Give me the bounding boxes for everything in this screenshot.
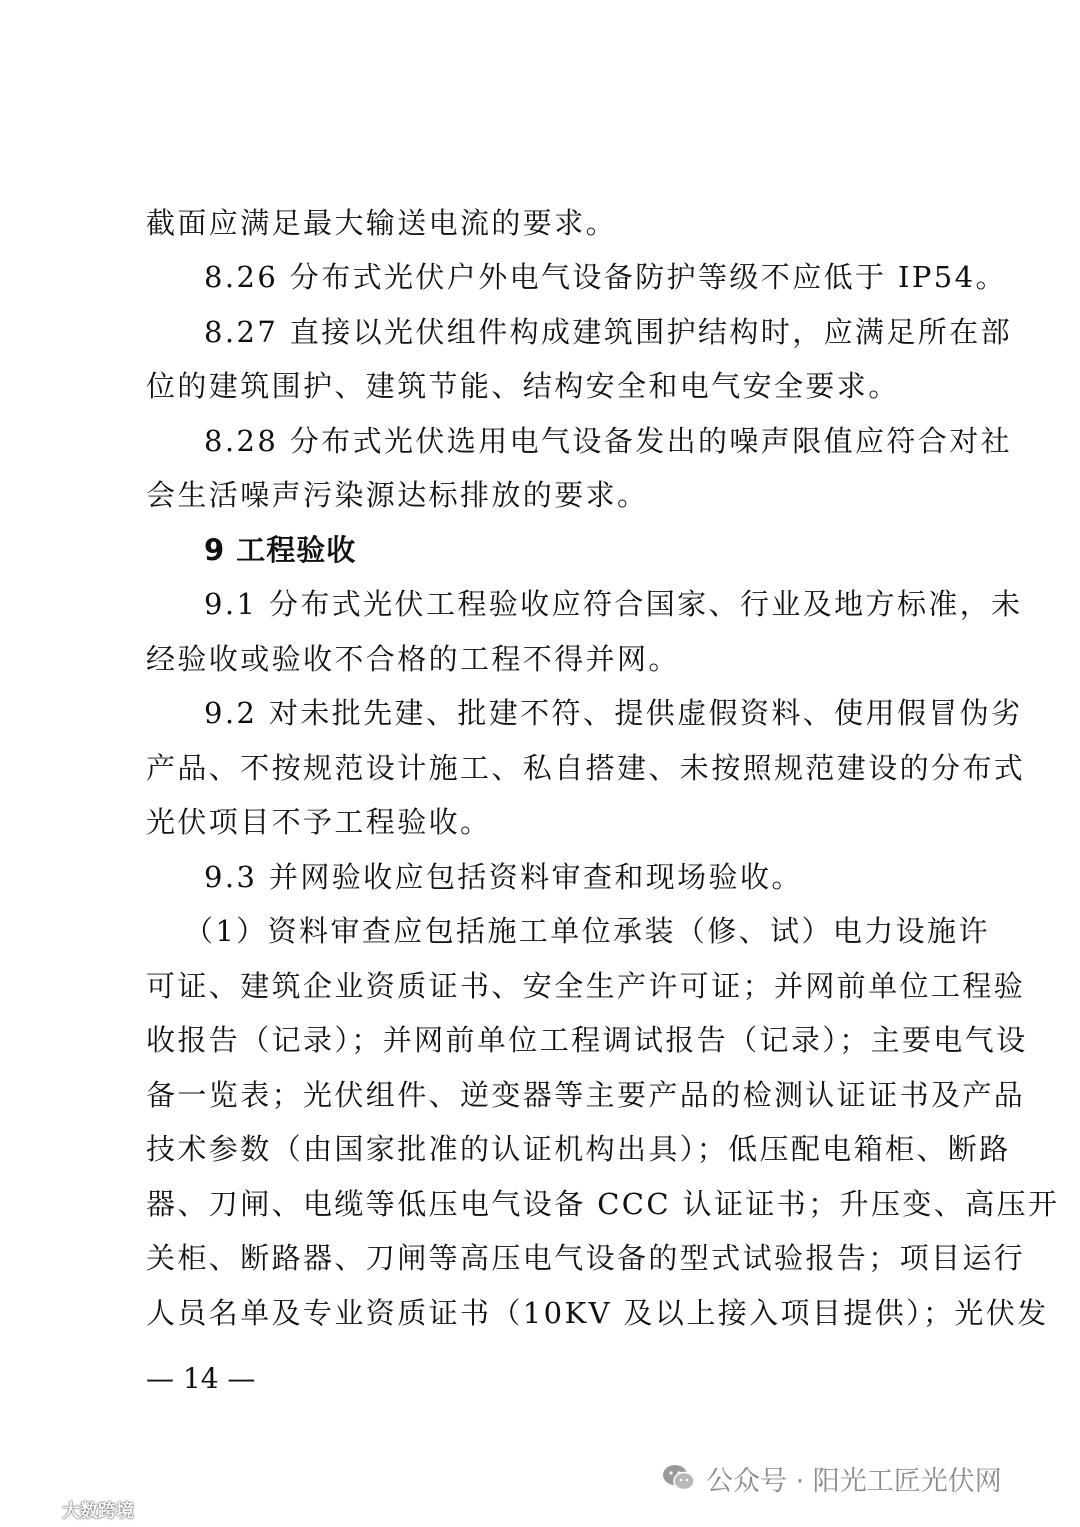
watermark-brand-text: 大数跨境 [62,1501,134,1522]
paragraph-line: 可证、建筑企业资质证书、安全生产许可证；并网前单位工程验 [146,969,1026,1003]
paragraph-line: 人员名单及专业资质证书（10KV 及以上接入项目提供）；光伏发 [146,1296,1049,1330]
watermark-brand [12,1496,134,1524]
watermark-account [662,1458,1002,1498]
paragraph-line: 收报告（记录）；并网前单位工程调试报告（记录）；主要电气设 [146,1023,1028,1057]
paragraph-line: 关柜、断路器、刀闸等高压电气设备的型式试验报告；项目运行 [146,1241,1026,1275]
paragraph-line: 截面应满足最大输送电流的要求。 [146,206,618,240]
paragraph-line: 9.3 并网验收应包括资料审查和现场验收。 [204,860,803,894]
wechat-icon [662,1463,696,1493]
paragraph-line: 9.2 对未批先建、批建不符、提供虚假资料、使用假冒伪劣 [204,696,1023,730]
watermark-account-text: 公众号 · 阳光工匠光伏网 [706,1465,1002,1497]
page-number: — 14 — [146,1362,256,1395]
paragraph-line: 器、刀闸、电缆等低压电气设备 CCC 认证证书；升压变、高压开 [146,1187,1060,1221]
paragraph-line: （1）资料审查应包括施工单位承装（修、试）电力设施许 [184,914,990,948]
paragraph-line: 8.28 分布式光伏选用电气设备发出的噪声限值应符合对社 [204,424,1012,458]
paragraph-line: 经验收或验收不合格的工程不得并网。 [146,642,680,676]
paragraph-line: 备一览表；光伏组件、逆变器等主要产品的检测认证证书及产品 [146,1078,1026,1112]
paragraph-line: 会生活噪声污染源达标排放的要求。 [146,478,649,512]
paragraph-line: 位的建筑围护、建筑节能、结构安全和电气安全要求。 [146,369,900,403]
paragraph-line: 8.26 分布式光伏户外电气设备防护等级不应低于 IP54。 [204,260,1007,294]
paragraph-line: 技术参数（由国家批准的认证机构出具）；低压配电箱柜、断路 [146,1132,1011,1166]
section-heading: 9 工程验收 [204,533,357,567]
paragraph-line: 光伏项目不予工程验收。 [146,805,492,839]
paragraph-line: 产品、不按规范设计施工、私自搭建、未按照规范建设的分布式 [146,751,1026,785]
paragraph-line: 9.1 分布式光伏工程验收应符合国家、行业及地方标准，未 [204,587,1023,621]
logo-icon [12,1498,58,1522]
paragraph-line: 8.27 直接以光伏组件构成建筑围护结构时，应满足所在部 [204,315,1012,349]
